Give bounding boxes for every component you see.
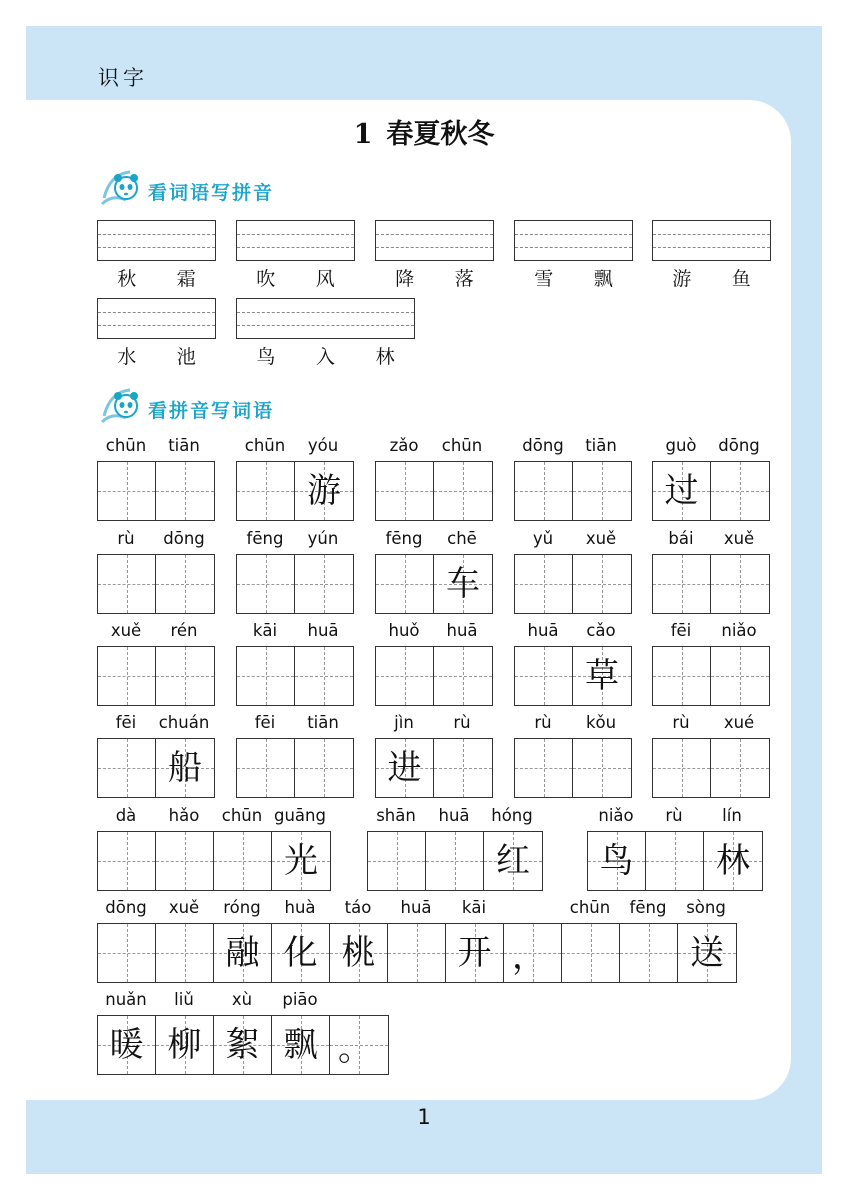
pinyin-answer-line[interactable] <box>97 298 216 339</box>
grid-char: 柳 <box>167 1025 202 1065</box>
grid-cell-filled <box>653 462 711 520</box>
grid-cell-blank[interactable] <box>214 832 272 890</box>
grid-cell-blank[interactable] <box>156 462 214 520</box>
grid-cell-filled <box>504 924 562 982</box>
grid-cell-blank[interactable] <box>295 647 353 705</box>
grid-char <box>620 924 677 982</box>
lesson-number: 1 <box>353 119 373 150</box>
pinyin-label: yǔ <box>532 529 554 548</box>
grid-char <box>426 832 483 890</box>
pinyin-label: dōng <box>522 436 564 455</box>
grid-cell-filled <box>156 739 214 797</box>
grid-cell-blank[interactable] <box>646 832 704 890</box>
grid-cell-blank[interactable] <box>376 555 434 613</box>
grid-char <box>653 647 710 705</box>
grid-cell-blank[interactable] <box>573 739 631 797</box>
grid-char <box>156 555 214 613</box>
pinyin-label: rù <box>672 713 690 732</box>
grid-char <box>295 555 353 613</box>
pinyin-label: sòng <box>686 898 726 917</box>
grid-cell-filled <box>272 924 330 982</box>
grid-char <box>515 555 572 613</box>
grid-char <box>573 555 631 613</box>
word-label: 鸟 入 林 <box>256 346 395 368</box>
pinyin-label: huā <box>307 621 339 640</box>
pinyin-label <box>503 898 561 920</box>
grid-cell-filled <box>295 462 353 520</box>
grid-cell-blank[interactable] <box>620 924 678 982</box>
pinyin-label: fēng <box>629 898 667 917</box>
grid-char <box>562 924 619 982</box>
pinyin-label: xuě <box>585 529 617 548</box>
grid-char: 草 <box>585 656 619 696</box>
pinyin-label: shān <box>376 806 416 825</box>
grid-char <box>237 647 294 705</box>
pinyin-label: niǎo <box>721 621 757 640</box>
page-body-left <box>26 100 86 1100</box>
pinyin-label: tiān <box>585 436 617 455</box>
pinyin-label: niǎo <box>598 806 634 825</box>
grid-char <box>156 832 213 890</box>
grid-char <box>98 462 155 520</box>
pinyin-label: fēng <box>246 529 284 548</box>
pinyin-label: fēi <box>254 713 276 732</box>
pinyin-label: nuǎn <box>105 990 147 1009</box>
grid-char: 送 <box>690 933 724 973</box>
word-label: 吹 风 <box>256 268 335 290</box>
grid-cell-filled <box>272 832 330 890</box>
word-label: 降 落 <box>395 268 474 290</box>
grid-char <box>98 555 155 613</box>
grid-char <box>711 555 769 613</box>
grid-cell-blank[interactable] <box>562 924 620 982</box>
word-label: 秋 霜 <box>117 268 196 290</box>
pinyin-label: chūn <box>105 436 147 455</box>
grid-char <box>98 832 155 890</box>
grid-cell-blank[interactable] <box>98 739 156 797</box>
pinyin-label: hǎo <box>168 806 200 825</box>
grid-char <box>237 462 294 520</box>
grid-cell-blank[interactable] <box>515 739 573 797</box>
pinyin-label: huā <box>438 806 470 825</box>
grid-cell-blank[interactable] <box>426 832 484 890</box>
pinyin-label: xué <box>723 713 755 732</box>
grid-char <box>711 462 769 520</box>
grid-cell-blank[interactable] <box>434 647 492 705</box>
grid-cell-blank[interactable] <box>237 647 295 705</box>
grid-char: 光 <box>284 841 318 881</box>
page-number: 1 <box>417 1105 431 1129</box>
section-tag: 识字 <box>98 66 148 90</box>
grid-char <box>434 739 492 797</box>
pinyin-label: tiān <box>168 436 200 455</box>
grid-cell-blank[interactable] <box>573 555 631 613</box>
pinyin-label: yún <box>307 529 339 548</box>
grid-cell-blank[interactable] <box>98 832 156 890</box>
pinyin-label: huā <box>400 898 432 917</box>
grid-cell-filled <box>330 1016 388 1074</box>
grid-cell-blank[interactable] <box>653 739 711 797</box>
pinyin-label: huā <box>527 621 559 640</box>
pinyin-label: xuě <box>168 898 200 917</box>
grid-cell-blank[interactable] <box>515 462 573 520</box>
grid-char <box>295 647 353 705</box>
lesson-name: 春夏秋冬 <box>386 119 495 150</box>
grid-cell-blank[interactable] <box>237 555 295 613</box>
grid-cell-blank[interactable] <box>237 462 295 520</box>
pinyin-label: xuě <box>723 529 755 548</box>
pinyin-label <box>329 990 387 1012</box>
pinyin-label: piāo <box>282 990 318 1009</box>
grid-cell-filled <box>98 1016 156 1074</box>
grid-char: 絮 <box>225 1025 260 1065</box>
pinyin-label: dōng <box>718 436 760 455</box>
grid-char: ， <box>512 937 546 977</box>
grid-cell-blank[interactable] <box>434 462 492 520</box>
grid-cell-blank[interactable] <box>98 647 156 705</box>
pinyin-label: cǎo <box>586 621 616 640</box>
pinyin-answer-line[interactable] <box>97 220 216 261</box>
grid-char: 化 <box>283 933 318 973</box>
section1-title: 看词语写拼音 <box>148 182 275 204</box>
grid-char <box>711 739 769 797</box>
grid-char: 进 <box>387 748 422 788</box>
grid-cell-filled <box>678 924 736 982</box>
grid-char <box>573 739 631 797</box>
pinyin-answer-line[interactable] <box>514 220 633 261</box>
grid-cell-filled <box>214 924 272 982</box>
pinyin-label: yóu <box>307 436 339 455</box>
grid-cell-blank[interactable] <box>295 739 353 797</box>
pinyin-label: chūn <box>244 436 286 455</box>
grid-cell-blank[interactable] <box>368 832 426 890</box>
pinyin-label: chūn <box>441 436 483 455</box>
grid-char <box>237 555 294 613</box>
grid-char <box>434 462 492 520</box>
grid-char: 暖 <box>109 1025 144 1065</box>
pinyin-label: fēi <box>670 621 692 640</box>
pinyin-answer-line[interactable] <box>236 220 355 261</box>
pinyin-label: tiān <box>307 713 339 732</box>
grid-cell-blank[interactable] <box>237 739 295 797</box>
lesson-title <box>0 112 848 151</box>
grid-char <box>98 924 155 982</box>
grid-cell-blank[interactable] <box>515 555 573 613</box>
grid-char <box>156 647 214 705</box>
grid-cell-filled <box>704 832 762 890</box>
grid-char <box>434 647 492 705</box>
grid-char <box>653 739 710 797</box>
grid-char <box>376 555 433 613</box>
pinyin-label: guāng <box>274 806 326 825</box>
grid-char <box>388 924 445 982</box>
pinyin-answer-line[interactable] <box>236 298 415 339</box>
grid-char <box>711 647 769 705</box>
grid-cell-blank[interactable] <box>376 647 434 705</box>
panda-icon <box>100 386 146 426</box>
pinyin-label: fēng <box>385 529 423 548</box>
pinyin-label: dōng <box>105 898 147 917</box>
grid-char <box>646 832 703 890</box>
grid-char <box>237 739 294 797</box>
grid-cell-filled <box>434 555 492 613</box>
grid-char <box>573 462 631 520</box>
grid-cell-blank[interactable] <box>156 647 214 705</box>
pinyin-label: huǒ <box>388 621 420 640</box>
pinyin-label: fēi <box>115 713 137 732</box>
grid-cell-blank[interactable] <box>573 462 631 520</box>
pinyin-label: rù <box>665 806 683 825</box>
grid-char: 车 <box>446 564 480 604</box>
pinyin-label: chuán <box>158 713 210 732</box>
grid-char <box>515 462 572 520</box>
grid-char: 红 <box>496 841 530 881</box>
grid-char: 游 <box>307 471 341 511</box>
grid-cell-filled <box>446 924 504 982</box>
grid-cell-blank[interactable] <box>434 739 492 797</box>
pinyin-label: hóng <box>491 806 533 825</box>
grid-char <box>156 462 214 520</box>
grid-cell-filled <box>376 739 434 797</box>
grid-char: 船 <box>168 748 202 788</box>
grid-cell-blank[interactable] <box>515 647 573 705</box>
pinyin-label: huā <box>446 621 478 640</box>
grid-char: 融 <box>225 933 260 973</box>
pinyin-label: róng <box>223 898 261 917</box>
section2-title: 看拼音写词语 <box>148 400 275 422</box>
grid-char <box>295 739 353 797</box>
pinyin-label: bái <box>668 529 694 548</box>
grid-char <box>156 924 213 982</box>
grid-cell-filled <box>272 1016 330 1074</box>
grid-cell-blank[interactable] <box>388 924 446 982</box>
pinyin-label: chūn <box>569 898 611 917</box>
grid-char <box>376 647 433 705</box>
pinyin-label: rén <box>170 621 198 640</box>
grid-char <box>214 832 271 890</box>
grid-char: 鸟 <box>599 841 634 881</box>
pinyin-label: kāi <box>461 898 487 917</box>
grid-cell-filled <box>330 924 388 982</box>
grid-cell-blank[interactable] <box>711 647 769 705</box>
grid-cell-blank[interactable] <box>98 462 156 520</box>
pinyin-label: lín <box>722 806 742 825</box>
word-label: 雪 飘 <box>534 268 613 290</box>
grid-char: 桃 <box>341 933 376 973</box>
grid-cell-blank[interactable] <box>156 555 214 613</box>
grid-char <box>368 832 425 890</box>
grid-cell-blank[interactable] <box>711 555 769 613</box>
pinyin-label: xuě <box>110 621 142 640</box>
grid-char: 过 <box>664 471 699 511</box>
grid-char: 飘 <box>283 1025 318 1065</box>
grid-cell-blank[interactable] <box>98 924 156 982</box>
grid-cell-filled <box>588 832 646 890</box>
grid-char: 。 <box>338 1029 372 1069</box>
word-label: 游 鱼 <box>672 268 751 290</box>
pinyin-label: liǔ <box>174 990 194 1009</box>
pinyin-label: chūn <box>221 806 263 825</box>
grid-char: 林 <box>716 841 750 881</box>
pinyin-label: kāi <box>252 621 278 640</box>
grid-cell-filled <box>214 1016 272 1074</box>
grid-char <box>98 647 155 705</box>
grid-cell-blank[interactable] <box>156 832 214 890</box>
grid-cell-blank[interactable] <box>711 739 769 797</box>
grid-cell-blank[interactable] <box>295 555 353 613</box>
grid-cell-blank[interactable] <box>653 555 711 613</box>
pinyin-label: xù <box>231 990 253 1009</box>
grid-cell-blank[interactable] <box>98 555 156 613</box>
grid-char <box>653 555 710 613</box>
grid-cell-filled <box>573 647 631 705</box>
grid-char <box>98 739 155 797</box>
grid-cell-blank[interactable] <box>156 924 214 982</box>
word-label: 水 池 <box>117 346 196 368</box>
pinyin-label: guò <box>665 436 697 455</box>
grid-char <box>376 462 433 520</box>
pinyin-label: chē <box>447 529 477 548</box>
grid-char <box>515 647 572 705</box>
pinyin-label: huà <box>284 898 316 917</box>
grid-cell-blank[interactable] <box>711 462 769 520</box>
pinyin-answer-line[interactable] <box>375 220 494 261</box>
pinyin-answer-line[interactable] <box>652 220 771 261</box>
pinyin-label: rù <box>534 713 552 732</box>
pinyin-label: dà <box>115 806 137 825</box>
pinyin-label: táo <box>344 898 372 917</box>
grid-cell-filled <box>484 832 542 890</box>
pinyin-label: jìn <box>394 713 414 732</box>
pinyin-label: dōng <box>163 529 205 548</box>
pinyin-label: rù <box>117 529 135 548</box>
pinyin-label: zǎo <box>389 436 419 455</box>
panda-icon <box>100 168 146 208</box>
grid-cell-filled <box>156 1016 214 1074</box>
grid-char <box>515 739 572 797</box>
pinyin-label: kǒu <box>585 713 617 732</box>
grid-cell-blank[interactable] <box>376 462 434 520</box>
grid-cell-blank[interactable] <box>653 647 711 705</box>
pinyin-label: rù <box>453 713 471 732</box>
grid-char: 开 <box>457 933 492 973</box>
